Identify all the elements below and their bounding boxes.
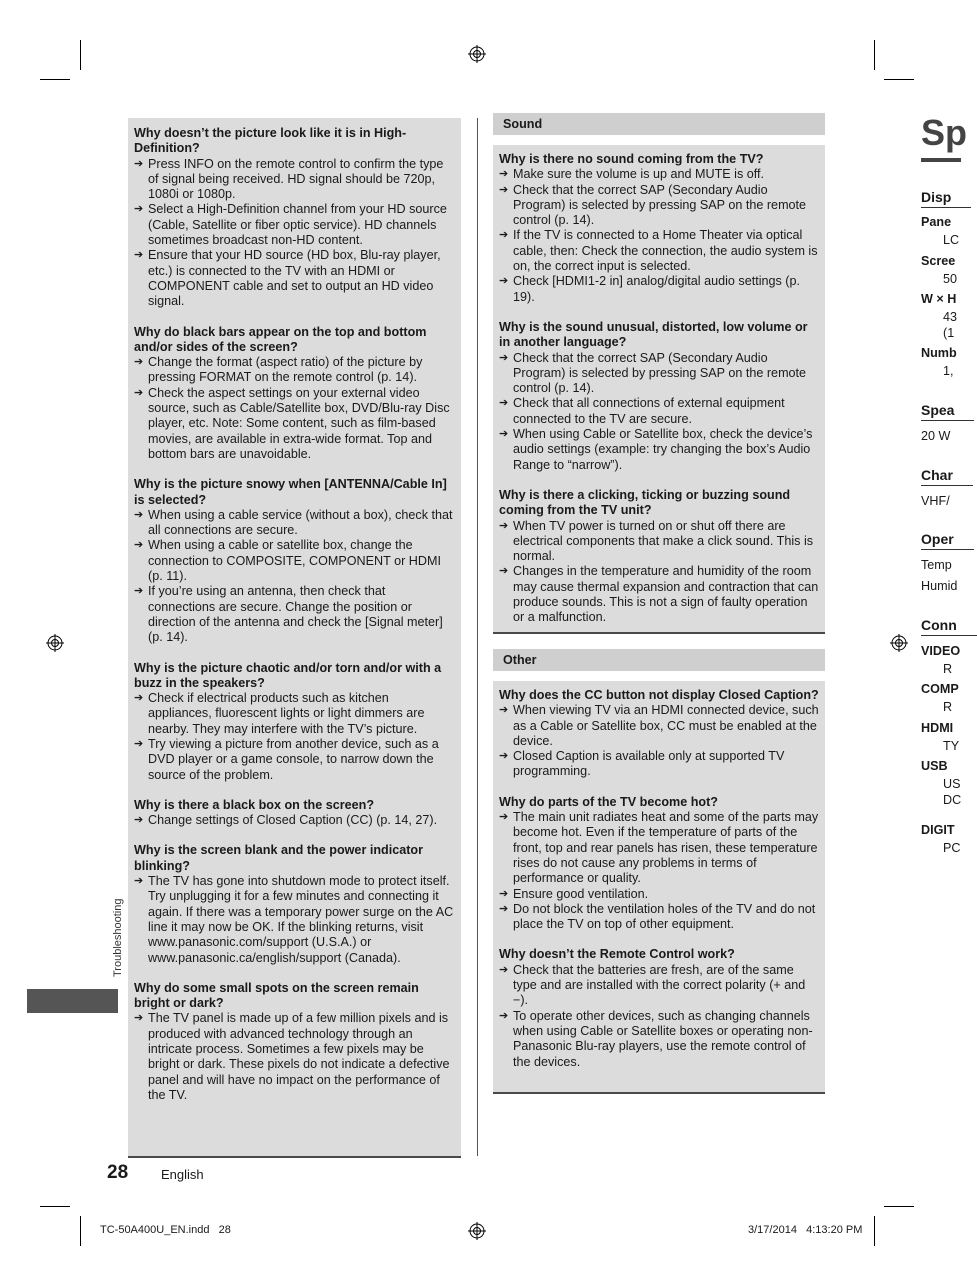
spec-label: Numb [921, 346, 957, 360]
faq-item [499, 688, 819, 780]
spec-heading: Conn [921, 617, 957, 633]
faq-question: Why is the picture snowy when [ANTENNA/Cable In] is selected? [134, 477, 447, 507]
spec-heading: Oper [921, 531, 954, 547]
arrow-right-icon: ➔ [134, 539, 144, 552]
spec-value: R [943, 662, 953, 676]
crop-mark [80, 40, 81, 70]
faq-answer-text: Check that the correct SAP (Secondary Audio Program) is selected by pressing SAP on the remote control (p. 14). [513, 350, 807, 396]
other-bottom-rule [493, 1092, 825, 1094]
faq-answer-text: When viewing TV via an HDMI connected device, such as a Cable or Satellite box, CC must be enabled at the device. [513, 703, 819, 748]
faq-item [499, 320, 819, 473]
spec-value: 20 W [921, 429, 951, 443]
spec-label: VIDEO [921, 644, 961, 658]
faq-question: Why is there no sound coming from the TV? [499, 152, 764, 166]
faq-item [134, 843, 455, 965]
faq-question: Why doesn’t the Remote Control work? [499, 947, 735, 962]
faq-answer [134, 202, 455, 248]
faq-item [134, 798, 455, 829]
faq-answer-text: If you’re using an antenna, then check that connections are secure. Change the position or direction of the antenna and check the [Signal meter] (p. 14). [148, 584, 443, 645]
faq-question: Why is the screen blank and the power indicator blinking? [134, 843, 424, 873]
crop-mark [40, 1206, 70, 1207]
faq-item [499, 488, 819, 626]
faq-question: Why is there a clicking, ticking or buzzing sound coming from the TV unit? [499, 487, 791, 518]
faq-answer-text: Check that the correct SAP (Secondary Audio Program) is selected by pressing SAP on the remote control (p. 14). [513, 182, 807, 228]
faq-item [134, 477, 455, 645]
spec-heading: Char [921, 467, 953, 483]
spec-value: TY [943, 739, 960, 753]
arrow-right-icon: ➔ [134, 814, 144, 827]
faq-answer [499, 902, 819, 933]
faq-answer-text: If the TV is connected to a Home Theater via optical cable, then: Check the connection, the audio system is on, the correct input is selected. [513, 228, 818, 274]
side-tab-bar [27, 989, 118, 1013]
faq-answer [499, 274, 819, 305]
spec-value: 50 [943, 272, 958, 286]
crop-mark [884, 79, 914, 80]
arrow-right-icon: ➔ [499, 902, 509, 915]
crop-mark [874, 1216, 875, 1246]
arrow-right-icon: ➔ [499, 750, 509, 763]
footer-file-name: TC-50A400U_EN.indd 28 [100, 1224, 231, 1236]
faq-answer-text: The main unit radiates heat and some of the parts may become hot. Even if the temperature of parts of the front, top and rear panels has risen, these temperature rises do not cause any problems in terms of performance or quality. [513, 810, 819, 886]
faq-item [134, 325, 455, 463]
spec-value: LC [943, 233, 960, 247]
faq-answer-text: Check if electrical products such as kitchen appliances, fluorescent lights or light dimmers are nearby. They may interfere with the TV’s picture. [148, 691, 425, 736]
faq-question: Why do parts of the TV become hot? [499, 794, 718, 809]
arrow-right-icon: ➔ [134, 356, 144, 369]
spec-heading: Disp [921, 189, 952, 205]
arrow-right-icon: ➔ [499, 1009, 509, 1022]
spec-label: DIGIT [921, 823, 955, 837]
faq-answer-text: Check that all connections of external equipment connected to the TV are secure. [513, 396, 785, 426]
faq-question: Why does the CC button not display Closed Caption? [499, 688, 819, 702]
other-section [493, 681, 825, 1093]
spec-value: Humid [921, 579, 958, 593]
registration-mark-icon [468, 1222, 486, 1240]
spec-title-rule [921, 158, 961, 162]
spec-label: Pane [921, 215, 952, 229]
faq-answer-text: Closed Caption is available only at supported TV programming. [513, 749, 785, 779]
spec-value: US [943, 777, 961, 791]
faq-answer-text: The TV has gone into shutdown mode to protect itself. Try unplugging it for a few minutes and connecting it again. If there was a temporary power surge on the AC line it may now be OK. If the blinking returns, visit www.panasonic.com/support (U.S.A.) or www.panasonic.ca/english/support (Canada). [148, 874, 454, 965]
faq-answer [499, 1009, 819, 1070]
faq-answer [499, 963, 819, 1009]
faq-answer-text: Ensure that your HD source (HD box, Blu-ray player, etc.) is connected to the TV with an HDMI or COMPONENT cable and set to output an HD video signal. [148, 248, 441, 309]
faq-answer [499, 396, 819, 427]
arrow-right-icon: ➔ [134, 1012, 144, 1025]
faq-answer [134, 874, 455, 966]
spec-label: USB [921, 759, 948, 773]
spec-value: VHF/ [921, 494, 950, 508]
faq-item [499, 947, 819, 1069]
arrow-right-icon: ➔ [134, 249, 144, 262]
faq-answer [499, 519, 819, 565]
crop-mark [874, 40, 875, 70]
faq-answer [134, 538, 455, 584]
faq-answer [134, 584, 455, 645]
faq-answer-text: Select a High-Definition channel from your HD source (Cable, Satellite or fiber optic service). HD channels sometimes broadcast non-HD content. [148, 202, 447, 248]
faq-answer [499, 810, 819, 886]
faq-answer-text: Change settings of Closed Caption (CC) (p. 14, 27). [148, 813, 438, 828]
faq-answer [499, 887, 819, 902]
arrow-right-icon: ➔ [134, 692, 144, 705]
section-header-other: Other [493, 649, 825, 671]
spec-label: Scree [921, 254, 956, 268]
faq-item [134, 981, 455, 1103]
faq-answer [134, 737, 455, 783]
faq-question: Why is there a black box on the screen? [134, 797, 375, 812]
arrow-right-icon: ➔ [134, 508, 144, 521]
faq-answer-text: When using a cable or satellite box, change the connection to COMPOSITE, COMPONENT or HDMI (p. 11). [148, 538, 441, 584]
faq-answer-text: Check [HDMI1-2 in] analog/digital audio settings (p. 19). [513, 274, 801, 304]
faq-question: Why is the sound unusual, distorted, low volume or in another language? [499, 319, 808, 350]
faq-answer [134, 157, 455, 203]
faq-answer [499, 564, 819, 625]
arrow-right-icon: ➔ [499, 183, 509, 196]
footer-language: English [161, 1167, 204, 1182]
side-tab-label: Troubleshooting [112, 898, 124, 977]
faq-answer-text: Changes in the temperature and humidity of the room may cause thermal expansion and contraction that can produce sounds. This is not a sign of faulty operation or a malfunction. [513, 564, 819, 625]
faq-item [134, 661, 455, 783]
faq-answer [134, 386, 455, 462]
faq-answer-text: When TV power is turned on or shut off there are electrical components that make a click sound. This is normal. [513, 518, 814, 564]
crop-mark [80, 1216, 81, 1246]
spec-value: (1 [943, 326, 955, 340]
faq-item [499, 795, 819, 933]
crop-mark [884, 1206, 914, 1207]
faq-answer [134, 355, 455, 386]
faq-answer [499, 351, 819, 397]
faq-question: Why is the picture chaotic and/or torn and/or with a buzz in the speakers? [134, 660, 442, 690]
faq-answer-text: Try viewing a picture from another device, such as a DVD player or a game console, to narrow down the source of the problem. [148, 736, 439, 782]
spec-value: DC [943, 793, 962, 807]
faq-answer [499, 703, 819, 749]
registration-mark-icon [46, 634, 64, 652]
arrow-right-icon: ➔ [499, 428, 509, 441]
arrow-right-icon: ➔ [499, 565, 509, 578]
crop-mark [40, 79, 70, 80]
faq-question: Why doesn’t the picture look like it is in High-Definition? [134, 126, 407, 156]
arrow-right-icon: ➔ [499, 229, 509, 242]
arrow-right-icon: ➔ [499, 168, 509, 181]
faq-answer [134, 248, 455, 309]
column-divider [477, 118, 478, 1156]
faq-answer-text: Press INFO on the remote control to confirm the type of signal being received. HD signal should be 720p, 1080i or 1080p. [148, 156, 444, 202]
faq-question: Why do black bars appear on the top and bottom and/or sides of the screen? [134, 324, 427, 354]
faq-answer-text: Do not block the ventilation holes of the TV and do not place the TV on top of other equipment. [513, 901, 816, 932]
spec-label: HDMI [921, 721, 954, 735]
arrow-right-icon: ➔ [499, 397, 509, 410]
footer-timestamp: 3/17/2014 4:13:20 PM [748, 1224, 863, 1236]
arrow-right-icon: ➔ [134, 157, 144, 170]
spec-value: PC [943, 841, 961, 855]
faq-answer [499, 427, 819, 473]
left-column-bottom-rule [128, 1156, 461, 1158]
arrow-right-icon: ➔ [134, 737, 144, 750]
faq-answer [499, 749, 819, 780]
faq-answer [134, 1011, 455, 1103]
faq-answer-text: Ensure good ventilation. [513, 886, 649, 901]
arrow-right-icon: ➔ [499, 963, 509, 976]
troubleshooting-left-column [128, 118, 461, 1157]
faq-question: Why do some small spots on the screen remain bright or dark? [134, 980, 419, 1011]
spec-value: R [943, 700, 953, 714]
spec-title-fragment: Sp [921, 112, 968, 153]
arrow-right-icon: ➔ [499, 351, 509, 364]
arrow-right-icon: ➔ [134, 386, 144, 399]
sound-section [493, 145, 825, 633]
faq-answer [499, 228, 819, 274]
page-number: 28 [107, 1162, 129, 1183]
spec-value: 1, [943, 364, 954, 378]
arrow-right-icon: ➔ [134, 203, 144, 216]
faq-answer [134, 813, 455, 828]
section-header-sound: Sound [493, 113, 825, 135]
arrow-right-icon: ➔ [134, 875, 144, 888]
sound-bottom-rule [493, 632, 825, 634]
spec-heading: Spea [921, 402, 955, 418]
spec-value: Temp [921, 558, 952, 572]
faq-answer [134, 691, 455, 737]
spec-label: W × H [921, 292, 957, 306]
registration-mark-icon [890, 634, 908, 652]
faq-answer-text: When using a cable service (without a box), check that all connections are secure. [148, 507, 453, 538]
arrow-right-icon: ➔ [134, 585, 144, 598]
faq-answer-text: To operate other devices, such as changing channels when using Cable or Satellite boxes or operating non-Panasonic Blu-ray players, use the remote control of the devices. [513, 1008, 813, 1069]
faq-answer [134, 508, 455, 539]
faq-answer-text: Check that the batteries are fresh, are of the same type and are installed with the correct polarity (+ and −). [513, 962, 806, 1008]
faq-answer-text: Check the aspect settings on your external video source, such as Cable/Satellite box, DVD/Blu-ray Disc player, etc. Note: Some content, such as film-based movies, are available in extra-wide format. Top and bottom bars are unavoidable. [148, 385, 450, 461]
faq-answer [499, 183, 819, 229]
spec-label: COMP [921, 682, 959, 696]
faq-answer-text: Change the format (aspect ratio) of the picture by pressing FORMAT on the remote control (p. 14). [148, 355, 423, 385]
faq-item [134, 126, 455, 310]
arrow-right-icon: ➔ [499, 519, 509, 532]
arrow-right-icon: ➔ [499, 811, 509, 824]
arrow-right-icon: ➔ [499, 887, 509, 900]
arrow-right-icon: ➔ [499, 704, 509, 717]
spec-value: 43 [943, 310, 958, 324]
faq-answer [499, 167, 819, 182]
registration-mark-icon [468, 45, 486, 63]
faq-answer-text: When using Cable or Satellite box, check the device’s audio settings (example: try changing the box’s Audio Range to “narrow”). [513, 427, 813, 472]
faq-answer-text: Make sure the volume is up and MUTE is off. [513, 167, 765, 182]
faq-answer-text: The TV panel is made up of a few million pixels and is produced with advanced technology through an intricate process. Sometimes a few pixels may be bright or dark. These pixels do not indicate a defective panel and will have no impact on the performance of the TV. [148, 1011, 450, 1102]
faq-item [499, 152, 819, 305]
arrow-right-icon: ➔ [499, 275, 509, 288]
